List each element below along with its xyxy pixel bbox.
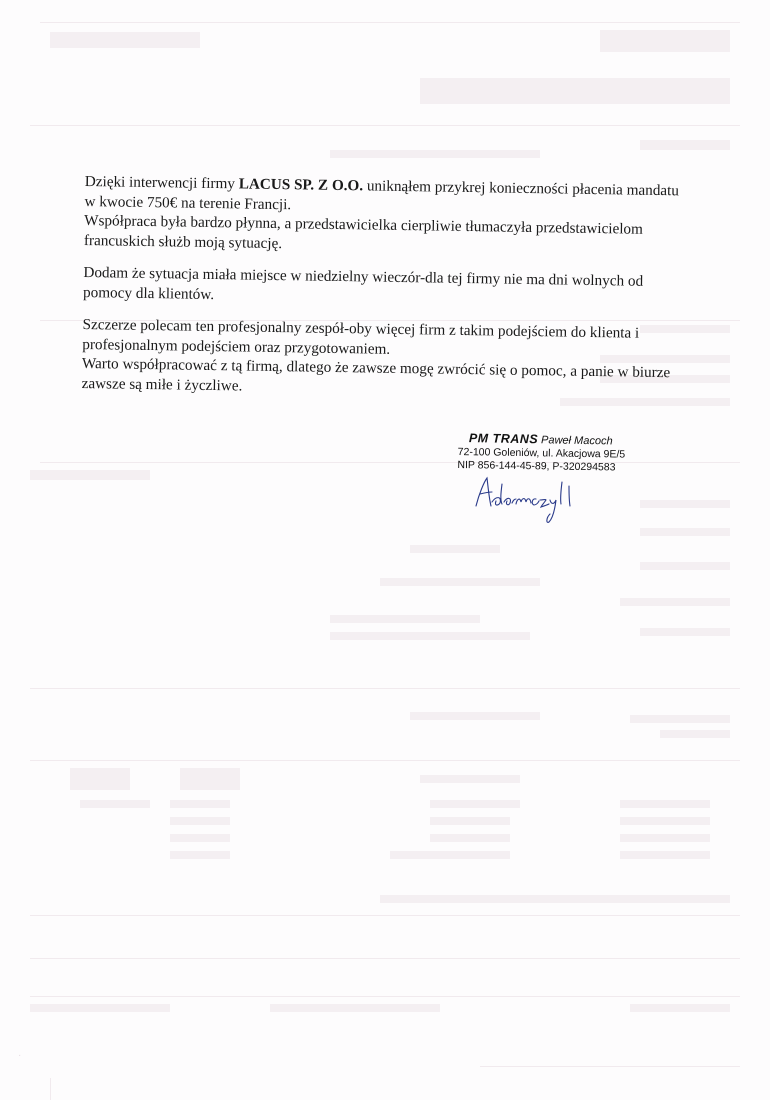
- letter-paragraph-2: Współpraca była bardzo płynna, a przedstawicielka cierpliwie tłumaczyła przedstawicielom francuskich służb moją sytuację.: [83, 211, 644, 252]
- show-through-page-number: ·: [18, 1050, 22, 1061]
- handwritten-signature: [470, 472, 590, 527]
- letter-p1-rest: uniknąłem przykrej konieczności płacenia mandatu w kwocie 750€ na terenie Francji.: [84, 177, 680, 213]
- letter-paragraph-4: Szczerze polecam ten profesjonalny zespół-oby więcej firm z takim podejściem do klienta i profesjonalnym podejściem oraz przygotowaniem.: [82, 315, 640, 358]
- letter-p1-intro: Dzięki interwencji firmy: [84, 172, 239, 193]
- stamp-ids: NIP 856-144-45-89, P-320294583: [457, 458, 616, 474]
- company-name: LACUS SP. Z O.O.: [238, 175, 364, 195]
- stamp-brand: PM TRANS: [468, 431, 539, 447]
- letter-paragraph-5: Warto współpracować z tą firmą, dlatego że zawsze mogę zwrócić się o pomoc, a panie w biurze zawsze są miłe i życzliwe.: [81, 354, 671, 394]
- stamp-owner: Paweł Macoch: [540, 434, 613, 448]
- stamp-address: 72-100 Goleniów, ul. Akacjowa 9E/5: [457, 445, 626, 461]
- letter-paragraph-3: Dodam że sytuacja miała miejsce w niedzielny wieczór-dla tej firmy nie ma dni wolnych od pomocy dla klientów.: [82, 263, 644, 303]
- company-stamp: [457, 432, 658, 475]
- letter-body: [81, 172, 685, 415]
